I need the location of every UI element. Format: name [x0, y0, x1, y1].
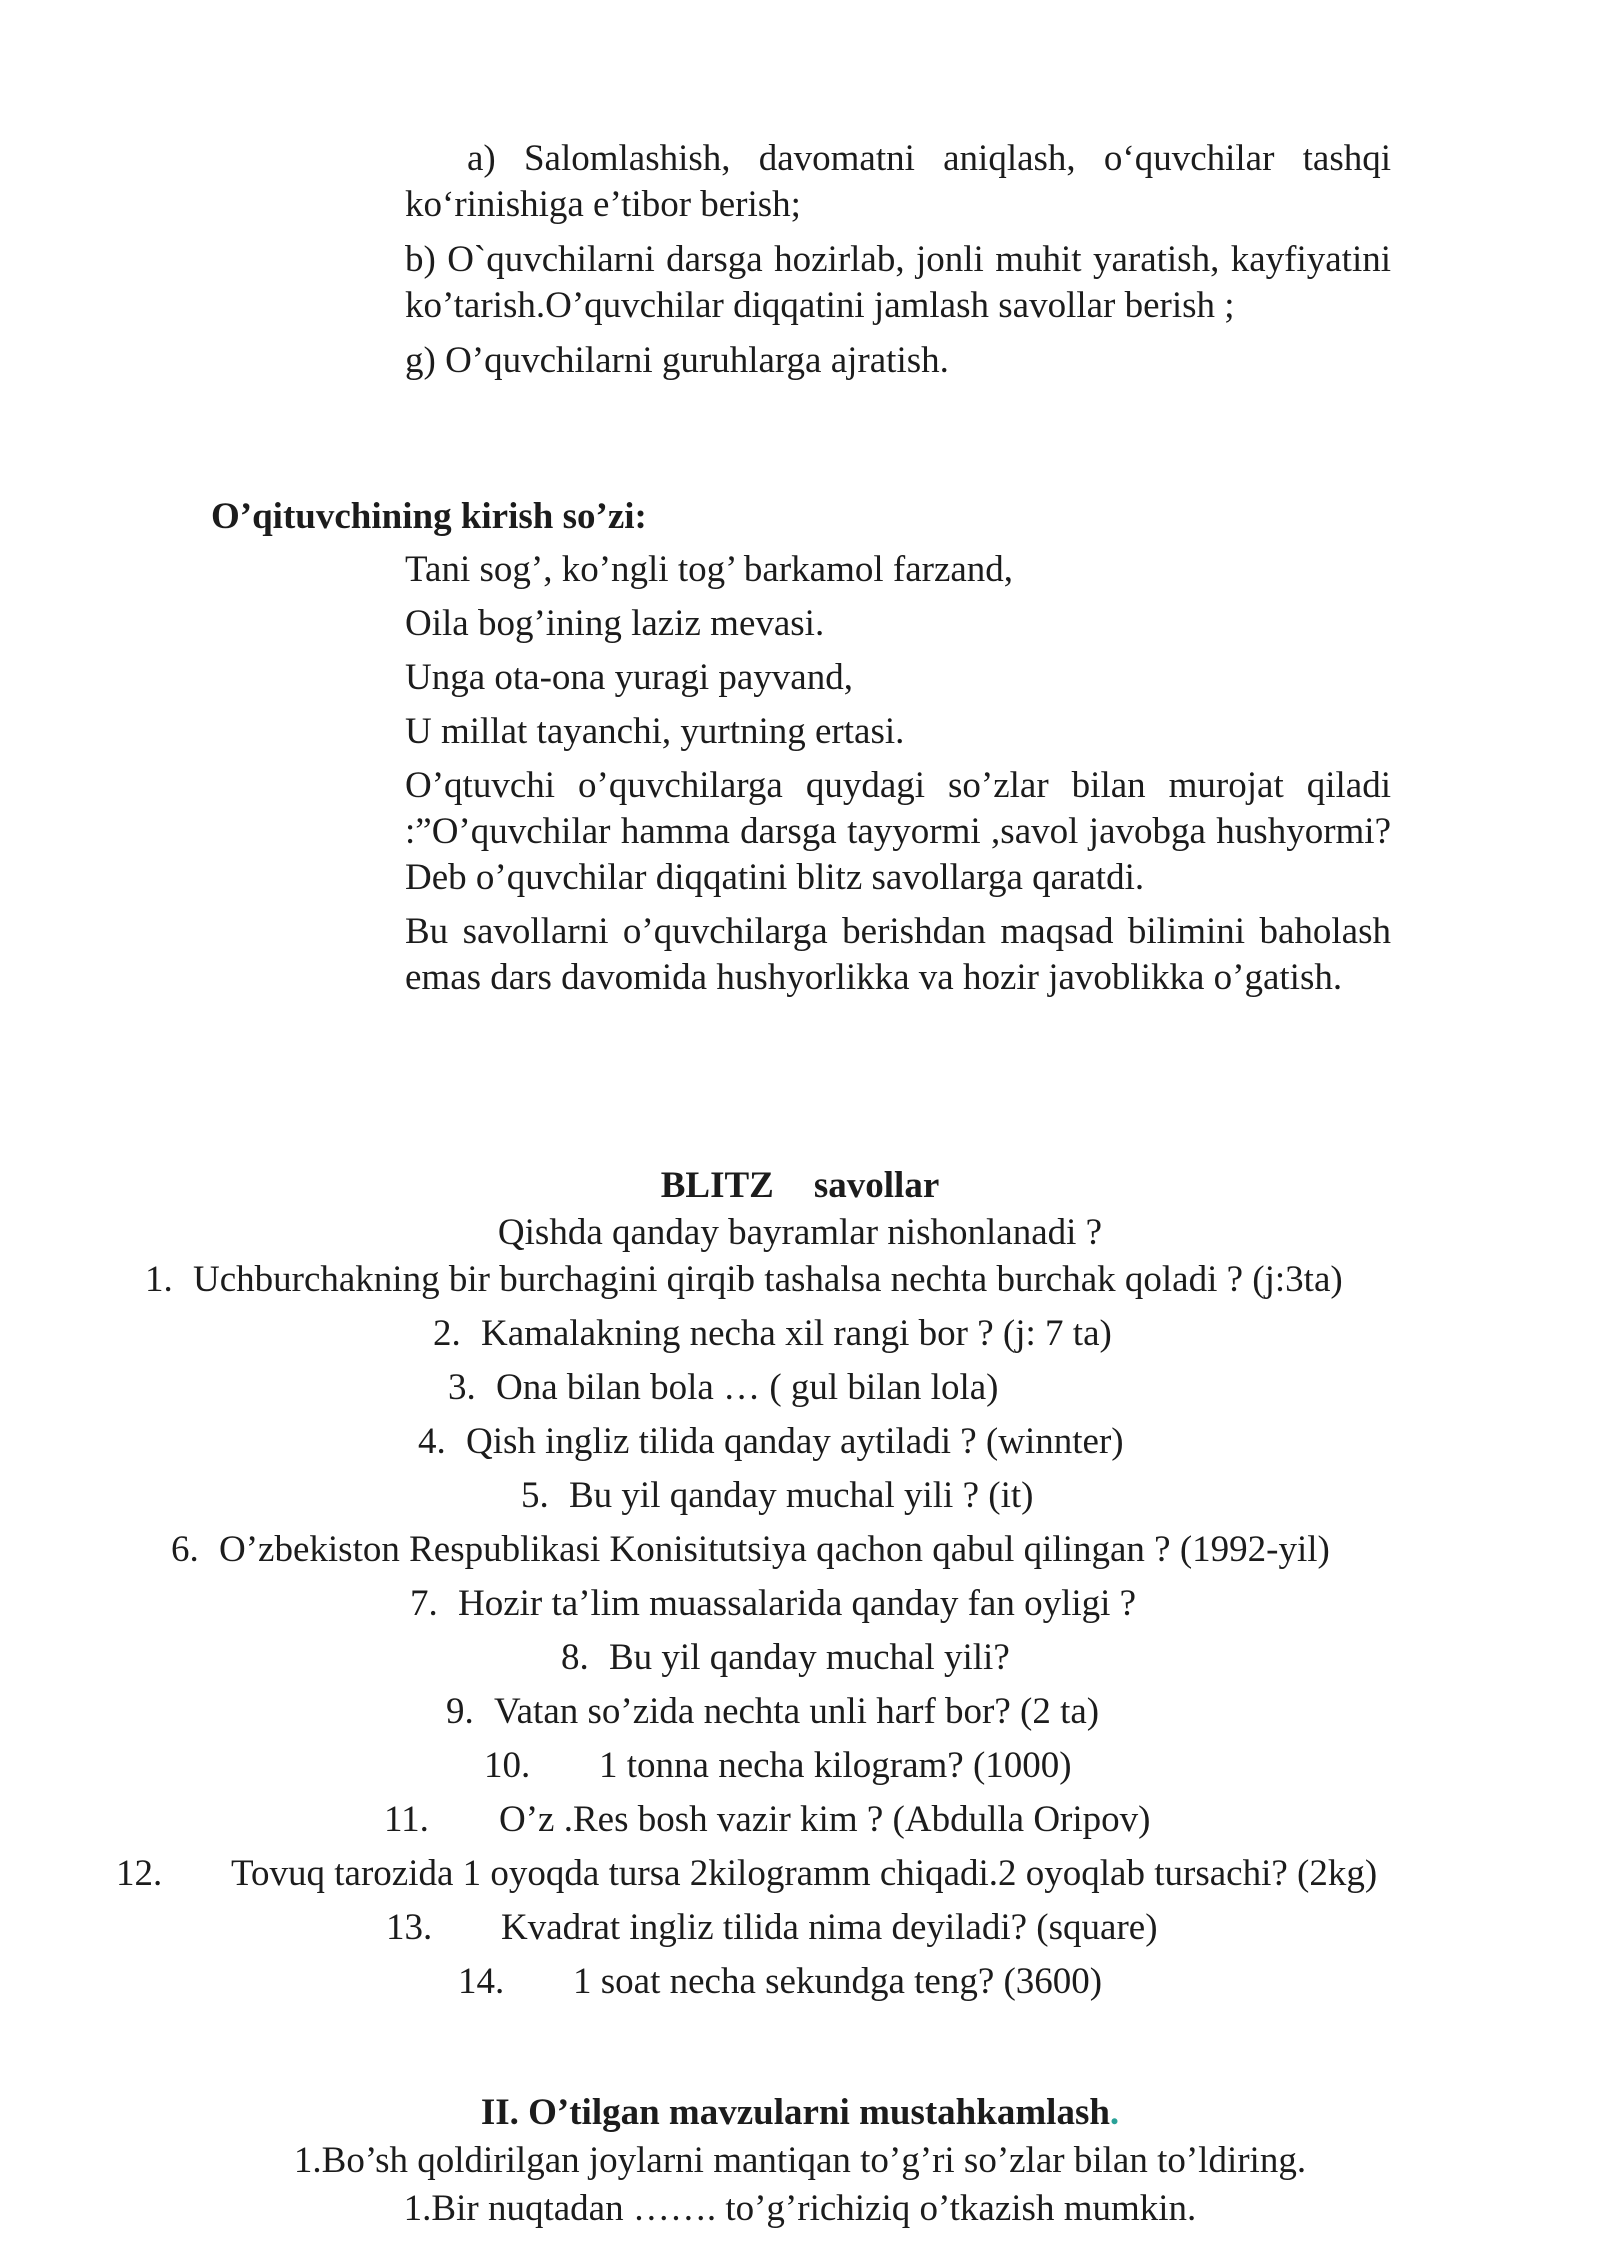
question-text: Uchburchakning bir burchagini qirqib tashalsa nechta burchak qoladi ? (j:3ta): [193, 1259, 1343, 1300]
teacher-paragraph-1: O’qtuvchi o’quvchilarga quydagi so’zlar bilan murojat qiladi :”O’quvchilar hamma darsga tayyormi ,savol javobga hushyormi? Deb o’quvchilar diqqatini blitz savollarga qaratdi.: [405, 765, 1391, 898]
intro-item-b: b) O`quvchilarni darsga hozirlab, jonli muhit yaratish, kayfiyatini ko’tarish.O’quvchilar diqqatini jamlash savollar berish ;: [405, 239, 1391, 326]
question-item: [433, 1311, 1112, 1357]
question-item: [521, 1473, 1033, 1519]
question-number: 4.: [418, 1421, 446, 1462]
question-text: O’z .Res bosh vazir kim ? (Abdulla Oripov): [499, 1799, 1151, 1840]
question-number: 13.: [386, 1907, 433, 1948]
question-number: 1.: [145, 1259, 173, 1300]
question-item: [458, 1959, 1102, 2005]
poem-line-1: Tani sog’, ko’ngli tog’ barkamol farzand,: [405, 549, 1014, 590]
teacher-paragraph-2: Bu savollarni o’quvchilarga berishdan maqsad bilimini baholash emas dars davomida hushyorlikka va hozir javoblikka o’gatish.: [405, 911, 1391, 998]
section-heading-text: II. O’tilgan mavzularni mustahkamlash: [480, 2092, 1110, 2133]
question-item: [448, 1365, 998, 1411]
section-heading: [0, 2090, 1600, 2136]
question-number: 2.: [433, 1313, 461, 1354]
intro-item-g: g) O’quvchilarni guruhlarga ajratish.: [405, 340, 949, 381]
blitz-title: [0, 1163, 1600, 1209]
question-text: Bu yil qanday muchal yili ? (it): [569, 1475, 1034, 1516]
question-number: 12.: [116, 1853, 163, 1894]
question-item: [410, 1581, 1136, 1627]
blitz-title-word-2: savollar: [813, 1165, 940, 1206]
poem-line-2: Oila bog’ining laziz mevasi.: [405, 603, 825, 644]
question-text: Bu yil qanday muchal yili?: [609, 1637, 1010, 1678]
question-item: [171, 1527, 1330, 1573]
question-number: 10.: [484, 1745, 531, 1786]
question-number: 5.: [521, 1475, 549, 1516]
question-text: Qish ingliz tilida qanday aytiladi ? (winnter): [466, 1421, 1124, 1462]
question-item: [561, 1635, 1010, 1681]
question-item: [384, 1797, 1150, 1843]
question-item: [446, 1689, 1099, 1735]
question-number: 11.: [384, 1799, 429, 1840]
question-text: Ona bilan bola … ( gul bilan lola): [496, 1367, 999, 1408]
section-heading-dot: .: [1109, 2092, 1120, 2133]
question-text: Vatan so’zida nechta unli harf bor? (2 ta): [494, 1691, 1100, 1732]
question-item: [145, 1257, 1343, 1303]
question-number: 9.: [446, 1691, 474, 1732]
question-text: O’zbekiston Respublikasi Konisitutsiya qachon qabul qilingan ? (1992-yil): [219, 1529, 1330, 1570]
question-text: Tovuq tarozida 1 oyoqda tursa 2kilogramm chiqadi.2 oyoqlab tursachi? (2kg): [231, 1853, 1378, 1894]
question-text: 1 tonna necha kilogram? (1000): [599, 1745, 1072, 1786]
poem-line-3: Unga ota-ona yuragi payvand,: [405, 657, 853, 698]
question-number: 7.: [410, 1583, 438, 1624]
intro-block: [405, 136, 1391, 384]
blitz-subtitle: Qishda qanday bayramlar nishonlanadi ?: [497, 1212, 1103, 1253]
question-number: 6.: [171, 1529, 199, 1570]
question-number: 3.: [448, 1367, 476, 1408]
teacher-heading: O’qituvchining kirish so’zi:: [211, 496, 647, 537]
question-item: [418, 1419, 1124, 1465]
question-number: 8.: [561, 1637, 589, 1678]
question-text: Kamalakning necha xil rangi bor ? (j: 7 ta): [481, 1313, 1112, 1354]
question-item: [386, 1905, 1158, 1951]
blitz-title-word-1: BLITZ: [660, 1165, 774, 1206]
question-item: [484, 1743, 1072, 1789]
question-text: Kvadrat ingliz tilida nima deyiladi? (square): [501, 1907, 1158, 1948]
poem-line-4: U millat tayanchi, yurtning ertasi.: [405, 711, 905, 752]
question-item: [116, 1851, 1377, 1897]
intro-item-a: a) Salomlashish, davomatni aniqlash, o‘quvchilar tashqi ko‘rinishiga e’tibor berish;: [405, 138, 1391, 225]
task-instruction: 1.Bo’sh qoldirilgan joylarni mantiqan to’g’ri so’zlar bilan to’ldiring.: [293, 2140, 1307, 2181]
teacher-text: [405, 547, 1391, 1009]
question-number: 14.: [458, 1961, 505, 2002]
question-text: Hozir ta’lim muassalarida qanday fan oyligi ?: [458, 1583, 1137, 1624]
question-text: 1 soat necha sekundga teng? (3600): [573, 1961, 1103, 2002]
task-item-1: 1.Bir nuqtadan ……. to’g’richiziq o’tkazish mumkin.: [403, 2188, 1197, 2229]
